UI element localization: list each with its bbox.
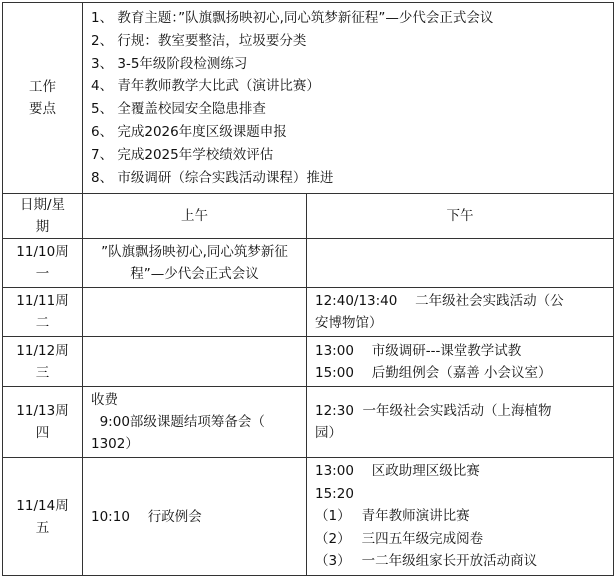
am-cell (83, 288, 307, 337)
weekly-schedule-table (2, 2, 614, 576)
am-entry: 1302） (91, 436, 139, 453)
day-row-wed (3, 337, 614, 387)
work-point-item: 8、 市级调研（综合实践活动课程）推进 (91, 169, 334, 186)
am-cell (83, 387, 307, 458)
day-date-cell: 11/12周 三 (3, 337, 83, 387)
pm-cell (307, 288, 614, 337)
pm-entry: （2） 三四五年级完成阅卷 (315, 530, 484, 547)
pm-entry: 12:40/13:40 二年级社会实践活动（公 (315, 293, 564, 310)
pm-cell (307, 239, 614, 288)
header-row (3, 194, 614, 239)
day-row-mon (3, 239, 614, 288)
am-cell (83, 337, 307, 387)
work-point-item: 3、 3-5年级阶段检测练习 (91, 55, 248, 72)
work-points-row (3, 3, 614, 194)
pm-cell (307, 458, 614, 576)
pm-entry: （3） 一二年级组家长开放活动商议 (315, 553, 538, 570)
pm-entry: 安博物馆） (315, 315, 383, 332)
am-entry: 程”—少代会正式会议 (130, 266, 259, 283)
date-header: 日期/星 期 (3, 194, 83, 239)
day-row-thu (3, 387, 614, 458)
am-cell (83, 239, 307, 288)
work-points-label: 工作 要点 (3, 3, 83, 194)
am-cell (83, 458, 307, 576)
pm-entry: 13:00 市级调研---课堂教学试教 (315, 342, 522, 359)
pm-header: 下午 (307, 194, 614, 239)
pm-entry: 15:20 (315, 485, 354, 502)
pm-entry: （1） 青年教师演讲比赛 (315, 508, 470, 525)
day-row-tue (3, 288, 614, 337)
work-point-item: 5、 全覆盖校园安全隐患排查 (91, 101, 266, 118)
day-date-cell: 11/13周 四 (3, 387, 83, 458)
day-row-fri (3, 458, 614, 576)
day-date-cell: 11/10周 一 (3, 239, 83, 288)
work-point-item: 6、 完成2026年度区级课题申报 (91, 123, 287, 140)
pm-entry: 12:30 一年级社会实践活动（上海植物 (315, 403, 552, 420)
day-date-cell: 11/11周 二 (3, 288, 83, 337)
pm-cell (307, 387, 614, 458)
am-header: 上午 (83, 194, 307, 239)
am-entry: ”队旗飘扬映初心,同心筑梦新征 (101, 244, 288, 261)
work-points-list (83, 3, 614, 194)
work-point-item: 1、 教育主题：”队旗飘扬映初心,同心筑梦新征程”—少代会正式会议 (91, 10, 494, 26)
am-entry: 10:10 行政例会 (91, 508, 202, 525)
work-point-item: 4、 青年教师教学大比武（演讲比赛） (91, 78, 320, 95)
pm-cell (307, 337, 614, 387)
am-entry: 9:00部级课题结项筹备会（ (91, 414, 265, 431)
pm-entry: 园） (315, 425, 342, 442)
work-point-item: 2、 行规：教室要整洁，垃圾要分类 (91, 32, 307, 49)
day-date-cell: 11/14周 五 (3, 458, 83, 576)
am-entry: 收费 (91, 392, 118, 409)
pm-entry: 13:00 区政助理区级比赛 (315, 463, 480, 480)
pm-entry: 15:00 后勤组例会（嘉善 小会议室） (315, 364, 552, 381)
work-point-item: 7、 完成2025年学校绩效评估 (91, 146, 274, 163)
